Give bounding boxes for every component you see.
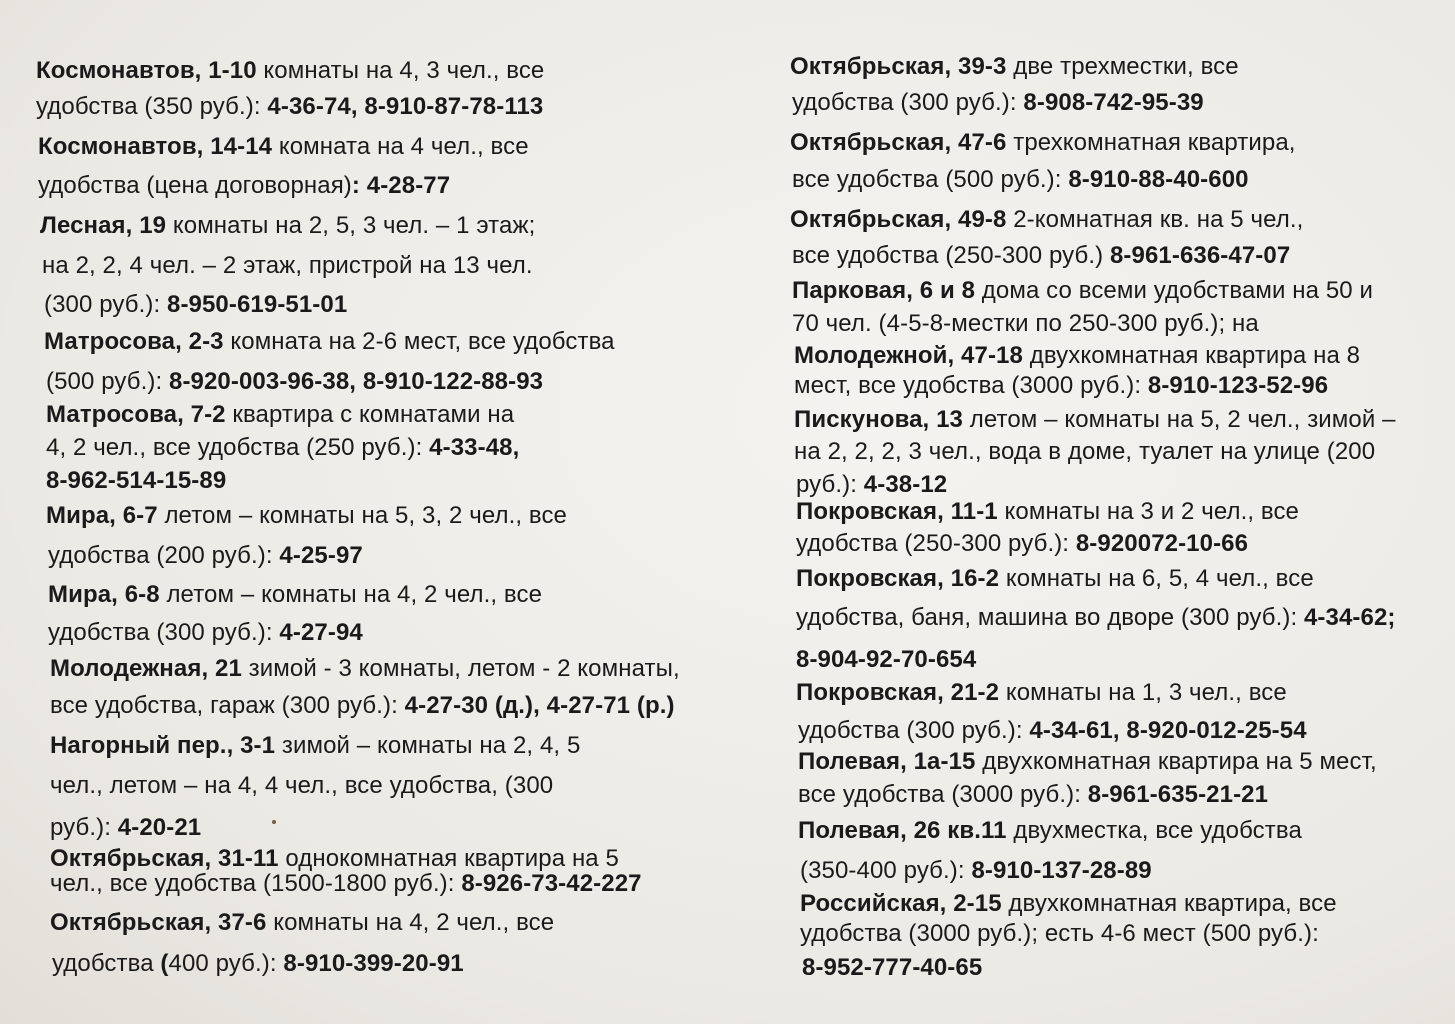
listing-bold-text: (	[160, 950, 169, 977]
listing-text: однокомнатная квартира на 5	[278, 845, 619, 872]
listing-line	[42, 251, 533, 281]
listing-bold-text: 4-33-48,	[429, 434, 520, 461]
listing-text: удобства (250-300 руб.):	[796, 530, 1076, 557]
listing-line	[794, 437, 1375, 467]
listing-text: на 2, 2, 4 чел. – 2 этаж, пристрой на 13 чел.	[42, 252, 533, 279]
listing-text: все удобства (500 руб.):	[792, 166, 1069, 193]
listing-bold-text: 8-962-514-15-89	[46, 467, 227, 494]
listing-bold-text: Нагорный пер., 3-1	[50, 732, 276, 759]
listing-bold-text: 8-950-619-51-01	[167, 291, 348, 318]
listing-bold-text: Космонавтов, 14-14	[38, 133, 273, 160]
listing-bold-text: Российская, 2-15	[800, 890, 1002, 917]
listing-bold-text: Мира, 6-8	[48, 581, 160, 608]
listing-bold-text: : 4-28-77	[351, 172, 451, 199]
listing-line	[802, 953, 982, 983]
listing-bold-text: 4-25-97	[279, 542, 363, 569]
listing-bold-text: Космонавтов, 1-10	[36, 57, 257, 84]
listing-text: 2-комнатная кв. на 5 чел.,	[1006, 206, 1304, 233]
listing-bold-text: Октябрьская, 31-11	[50, 845, 279, 872]
listing-text: 70 чел. (4-5-8-местки по 250-300 руб.); на	[792, 310, 1259, 337]
listing-line	[46, 433, 519, 463]
listing-text: комнаты на 1, 3 чел., все	[999, 679, 1287, 706]
listing-bold-text: Октябрьская, 39-3	[790, 53, 1007, 80]
listing-bold-text: Молодежной, 47-18	[794, 342, 1023, 369]
listing-bold-text: 8-910-399-20-91	[283, 950, 464, 977]
listing-text: 4, 2 чел., все удобства (250 руб.):	[46, 434, 430, 461]
listing-line	[794, 341, 1360, 371]
listing-text: зимой – комнаты на 2, 4, 5	[275, 732, 581, 759]
listing-bold-text: 8-920-003-96-38, 8-910-122-88-93	[169, 368, 544, 395]
listing-text: летом – комнаты на 4, 2 чел., все	[159, 581, 543, 608]
listing-line	[38, 171, 450, 201]
listing-text: (500 руб.):	[46, 368, 169, 395]
listing-text: чел., летом – на 4, 4 чел., все удобства, (300	[50, 772, 554, 799]
listing-line	[36, 92, 543, 122]
listing-text: трехкомнатная квартира,	[1006, 129, 1296, 156]
listing-text: комната на 4 чел., все	[272, 133, 529, 160]
listing-line	[38, 132, 529, 162]
listing-bold-text: Пискунова, 13	[794, 406, 963, 433]
listing-bold-text: 8-908-742-95-39	[1023, 89, 1204, 116]
listing-text: руб.):	[50, 814, 118, 841]
listing-line	[792, 276, 1373, 306]
listing-line	[792, 165, 1249, 195]
listing-text: квартира с комнатами на	[225, 401, 515, 428]
listing-text: дома со всеми удобствами на 50 и	[975, 277, 1374, 304]
listing-line	[44, 290, 347, 320]
listing-text: мест, все удобства (3000 руб.):	[794, 372, 1148, 399]
listing-text: комнаты на 4, 3 чел., все	[256, 57, 545, 84]
listing-text: удобства, баня, машина во дворе (300 руб.):	[796, 604, 1304, 631]
listing-text: удобства (300 руб.):	[798, 717, 1030, 744]
listing-line	[792, 241, 1290, 271]
listing-bold-text: Покровская, 16-2	[796, 565, 1000, 592]
listing-bold-text: 4-34-61, 8-920-012-25-54	[1029, 717, 1307, 744]
listing-text: двухкомнатная квартира на 5 мест,	[975, 748, 1377, 775]
listing-bold-text: Матросова, 2-3	[44, 328, 224, 355]
listing-text: комната на 2-6 мест, все удобства	[223, 328, 615, 355]
listing-line	[798, 780, 1268, 810]
listing-bold-text: 8-920072-10-66	[1075, 530, 1249, 557]
listing-bold-text: Октябрьская, 49-8	[790, 206, 1007, 233]
listing-line	[796, 529, 1248, 559]
listing-text: удобства (200 руб.):	[48, 542, 280, 569]
listing-line	[790, 52, 1239, 82]
listing-line	[50, 654, 680, 684]
listing-bold-text: 8-961-636-47-07	[1109, 242, 1291, 269]
listing-bold-text: Парковая, 6 и 8	[792, 277, 976, 304]
listing-line	[800, 889, 1337, 919]
listing-bold-text: Лесная, 19	[40, 212, 167, 239]
listing-text: две трехместки, все	[1006, 53, 1239, 80]
listing-line	[790, 128, 1296, 158]
listing-line	[52, 949, 464, 979]
listing-line	[48, 618, 363, 648]
listing-line	[50, 731, 580, 761]
listing-bold-text: 8-926-73-42-227	[461, 870, 642, 897]
listing-line	[800, 919, 1319, 949]
listing-line	[792, 309, 1259, 339]
listing-bold-text: Октябрьская, 47-6	[790, 129, 1007, 156]
listing-text: комнаты на 6, 5, 4 чел., все	[999, 565, 1314, 592]
listing-line	[800, 856, 1152, 886]
listing-line	[796, 564, 1314, 594]
listing-text: все удобства (250-300 руб.)	[792, 242, 1110, 269]
listing-text: все удобства, гараж (300 руб.):	[50, 692, 405, 719]
listing-line	[48, 580, 542, 610]
listing-bold-text: 8-910-137-28-89	[971, 857, 1152, 884]
listing-line	[794, 371, 1328, 401]
listing-line	[792, 88, 1204, 118]
listing-bold-text: 8-910-88-40-600	[1068, 166, 1249, 193]
listing-bold-text: Октябрьская, 37-6	[50, 909, 267, 936]
listing-bold-text: Покровская, 21-2	[796, 679, 1000, 706]
listing-line	[796, 497, 1299, 527]
listing-text: летом – комнаты на 5, 3, 2 чел., все	[157, 502, 568, 529]
listing-text: на 2, 2, 2, 3 чел., вода в доме, туалет на улице (200	[794, 438, 1376, 465]
listing-line	[50, 691, 675, 721]
paper-speck	[272, 820, 276, 824]
listing-line	[790, 205, 1303, 235]
listing-bold-text: Полевая, 1а-15	[798, 748, 976, 775]
listing-bold-text: Матросова, 7-2	[46, 401, 226, 428]
listing-bold-text: Покровская, 11-1	[796, 498, 998, 525]
listing-text: удобства (350 руб.):	[36, 93, 268, 120]
listing-bold-text: Мира, 6-7	[46, 502, 158, 529]
listing-line	[796, 678, 1287, 708]
listing-text: (300 руб.):	[44, 291, 167, 318]
listing-text: зимой - 3 комнаты, летом - 2 комнаты,	[241, 655, 680, 682]
listing-bold-text: Полевая, 26 кв.11	[798, 817, 1007, 844]
listing-bold-text: Молодежная, 21	[50, 655, 242, 682]
listing-bold-text: 4-38-12	[863, 471, 948, 498]
listing-text: летом – комнаты на 5, 2 чел., зимой –	[962, 406, 1396, 433]
listing-bold-text: 4-27-94	[279, 619, 363, 646]
listing-text: удобства	[52, 950, 161, 977]
listing-line	[40, 211, 535, 241]
listing-line	[46, 501, 567, 531]
listing-bold-text: 8-961-635-21-21	[1087, 781, 1269, 808]
listing-line	[48, 541, 363, 571]
listing-text: чел., все удобства (1500-1800 руб.):	[50, 870, 462, 897]
listing-line	[798, 816, 1302, 846]
listing-line	[50, 908, 554, 938]
listing-text: двухкомнатная квартира на 8	[1022, 342, 1361, 369]
listing-bold-text: 8-904-92-70-654	[796, 646, 977, 673]
listing-bold-text: 8-952-777-40-65	[802, 954, 983, 981]
listing-line	[796, 645, 976, 675]
listing-text: удобства (300 руб.):	[48, 619, 280, 646]
listing-text: удобства (3000 руб.); есть 4-6 мест (500 руб.):	[800, 920, 1319, 947]
listing-line	[46, 367, 543, 397]
listing-line	[796, 470, 947, 500]
listing-line	[50, 869, 642, 899]
listing-line	[796, 603, 1396, 633]
listing-line	[36, 56, 544, 86]
listing-text: комнаты на 2, 5, 3 чел. – 1 этаж;	[166, 212, 536, 239]
listing-text: удобства (цена договорная)	[38, 172, 352, 199]
listing-text: (350-400 руб.):	[800, 857, 972, 884]
listing-text: комнаты на 4, 2 чел., все	[266, 909, 555, 936]
listing-text: все удобства (3000 руб.):	[798, 781, 1088, 808]
listing-text: удобства (300 руб.):	[792, 89, 1024, 116]
listing-line	[46, 466, 226, 496]
listing-text: двухместка, все удобства	[1006, 817, 1302, 844]
listing-line	[794, 405, 1396, 435]
listing-bold-text: 4-34-62;	[1303, 604, 1396, 631]
listing-line	[798, 716, 1307, 746]
listing-bold-text: 4-20-21	[117, 814, 202, 841]
listing-text: двухкомнатная квартира, все	[1001, 890, 1337, 917]
listing-bold-text: 8-910-123-52-96	[1147, 372, 1329, 399]
listing-bold-text: 4-36-74, 8-910-87-78-113	[267, 93, 544, 120]
listing-text: руб.):	[796, 471, 864, 498]
listing-line	[798, 747, 1377, 777]
listing-line	[50, 813, 201, 843]
listing-text: 400 руб.):	[168, 950, 284, 977]
listing-line	[50, 771, 553, 801]
listing-text: комнаты на 3 и 2 чел., все	[997, 498, 1300, 525]
listing-line	[46, 400, 514, 430]
listing-bold-text: 4-27-30 (д.), 4-27-71 (р.)	[404, 692, 675, 719]
listing-line	[44, 327, 615, 357]
